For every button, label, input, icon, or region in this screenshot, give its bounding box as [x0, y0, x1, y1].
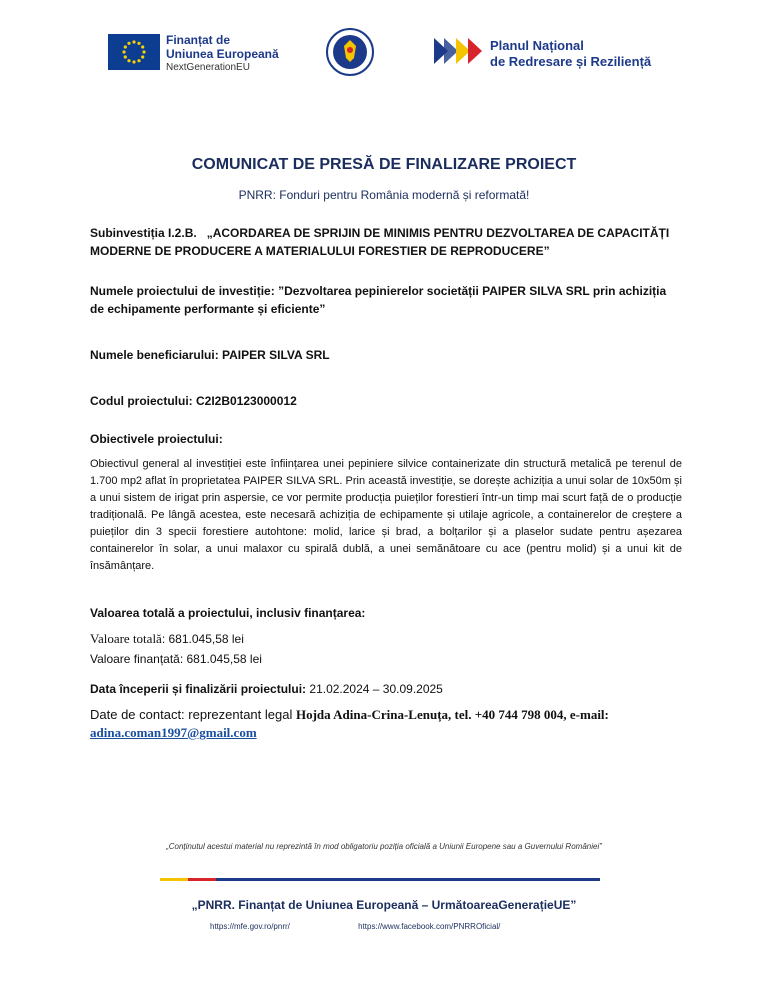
financed-value: Valoare finanțată: 681.045,58 lei: [90, 652, 262, 666]
dates-text: 21.02.2024 – 30.09.2025: [306, 682, 443, 696]
contact-prefix: Date de contact: reprezentant legal: [90, 707, 296, 722]
pnrr-text: [490, 38, 651, 70]
page-title: COMUNICAT DE PRESĂ DE FINALIZARE PROIECT: [191, 156, 577, 173]
objectives-text: Obiectivul general al investiției este înființarea unei pepiniere silvice containerizate din structură metalică pe terenul de 1.700 mp2 aflat în proprietatea PAIPER SILVA SRL. Prin această investiție, se dorește achiziția a unui solar de 10x50m și a unui sistem de irigat prin aspersie, ce vor permite producția puieților forestieri într-un timp mai scurt față de o producție tradițională. Pe lângă acestea, este necesară achiziția de echipamente și utilaje agricole, a containerelor de creștere a puieților din 3 specii forestiere autohtone: molid, larice și brad, a bolțarilor și a plaselor sudate pentru așezarea containerelor în solar, a unui malaxor cu spirală dublă, a unei semănătoare cu ace (pentru molid) și a unui kit de însămânțare.: [90, 458, 682, 572]
subinvestitie-label: Subinvestiția I.2.B.: [90, 226, 197, 240]
eu-flag-logo: [108, 34, 160, 70]
project-name-section: [90, 282, 682, 318]
total-value-label: Valoare totală: [90, 631, 162, 646]
beneficiary: Numele beneficiarului: PAIPER SILVA SRL: [90, 348, 330, 362]
total-value: [90, 630, 682, 648]
eu-line2: Uniunea Europeană: [166, 47, 279, 61]
dates-label: Data începerii și finalizării proiectului:: [90, 682, 307, 696]
footer-divider: [160, 878, 600, 881]
page-subtitle: PNRR: Fonduri pentru România modernă și reformată!: [238, 188, 530, 202]
contact-name-phone: Hojda Adina-Crina-Lenuța, tel. +40 744 798 004, e-mail:: [295, 707, 609, 722]
footer-links: [210, 922, 566, 931]
footer-link-mfe[interactable]: https://mfe.gov.ro/pnrr/: [210, 922, 290, 931]
pnrr-line1: Planul Național: [490, 38, 584, 53]
project-code: Codul proiectului: C2I2B0123000012: [90, 394, 297, 408]
eu-line3: NextGenerationEU: [166, 62, 250, 73]
project-dates: [90, 680, 682, 698]
pnrr-line2: de Redresare și Reziliență: [490, 54, 652, 69]
contact-email-link[interactable]: adina.coman1997@gmail.com: [90, 725, 257, 740]
footer-disclaimer: „Conținutul acestui material nu reprezintă în mod obligatoriu poziția oficială a Uniunii Europene sau a Guvernului României”: [166, 842, 602, 851]
eu-funding-text: [166, 33, 279, 75]
project-name-text: ”Dezvoltarea pepinierelor societății PAIPER SILVA SRL prin achiziția de echipamente performante și eficiente”: [90, 284, 667, 316]
government-seal-icon: [326, 28, 374, 76]
pnrr-logo-icon: [432, 36, 484, 66]
contact-info: [90, 706, 682, 742]
value-label: Valoarea totală a proiectului, inclusiv finanțarea:: [90, 606, 366, 620]
total-value-amount: : 681.045,58 lei: [161, 632, 244, 646]
project-name-label: Numele proiectului de investiție:: [90, 284, 275, 298]
footer-main-text: „PNRR. Finanțat de Uniunea Europeană – UrmătoareaGenerațieUE”: [191, 898, 577, 912]
objectives-label: Obiectivele proiectului:: [90, 432, 223, 446]
subinvestitie-text: „ACORDAREA DE SPRIJIN DE MINIMIS PENTRU DEZVOLTAREA DE CAPACITĂȚI MODERNE DE PRODUCERE A MATERIALULUI FORESTIER DE REPRODUCERE”: [90, 226, 670, 258]
subinvestitie-section: [90, 224, 682, 260]
footer-link-facebook[interactable]: https://www.facebook.com/PNRROficial/: [358, 922, 501, 931]
eu-line1: Finanțat de: [166, 33, 231, 47]
